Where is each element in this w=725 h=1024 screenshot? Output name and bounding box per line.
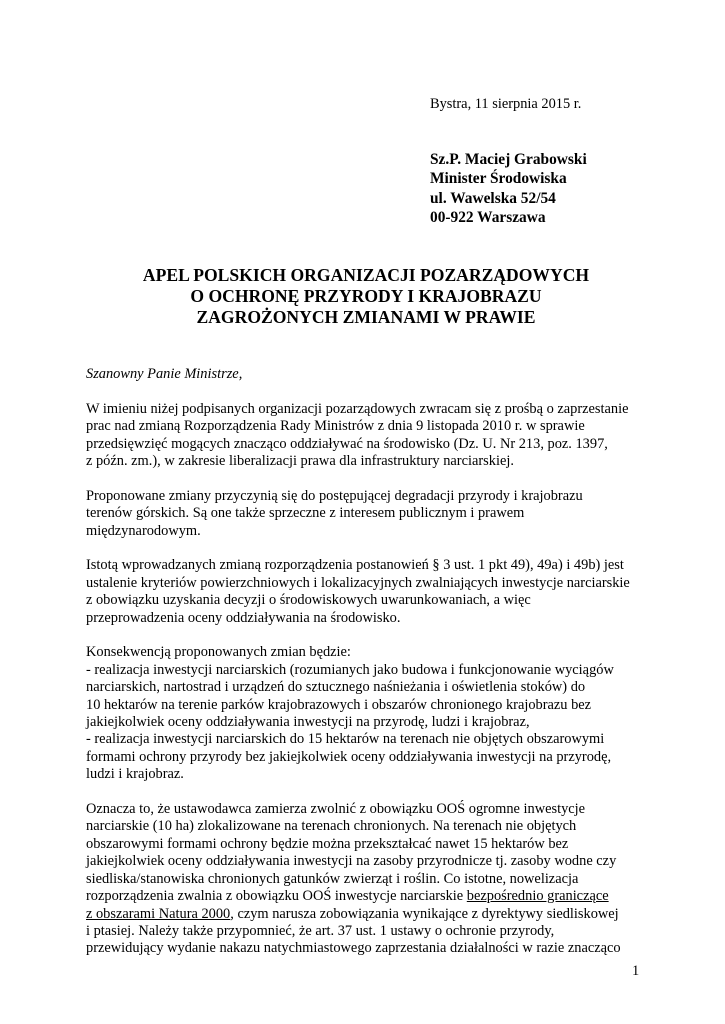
text-line: siedliska/stanowiska chronionych gatunków zwierząt i roślin. Co istotne, nowelizacja [86,870,579,887]
text-line: narciarskie (10 ha) zlokalizowane na terenach chronionych. Na terenach nie objętych [86,818,577,835]
addressee-position: Minister Środowiska [430,170,567,188]
letter-body [86,366,640,975]
underlined-text: bezpośrednio graniczące [466,888,609,905]
text-line: jakiejkolwiek oceny oddziaływania inwestycji na przyrodę, ludzi i krajobraz, [86,714,530,731]
text-line: obszarowymi formami ochrony będzie można przekształcać nawet 15 hektarów bez [86,835,569,852]
text-line: Konsekwencją proponowanych zmian będzie: [86,644,351,661]
text-line: formami ochrony przyrody bez jakiejkolwiek oceny oddziaływania inwestycji na przyrodę, [86,748,612,765]
text-line: prac nad zmianą Rozporządzenia Rady Ministrów z dnia 9 listopada 2010 r. w sprawie [86,418,585,435]
title-line: APEL POLSKICH ORGANIZACJI POZARZĄDOWYCH [142,265,590,285]
text-line: międzynarodowym. [86,522,201,539]
text-line: Proponowane zmiany przyczynią się do postępującej degradacji przyrody i krajobrazu [86,487,583,504]
text-line: - realizacja inwestycji narciarskich (rozumianych jako budowa i funkcjonowanie wyciągów [86,661,614,678]
text-line: i ptasiej. Należy także przypomnieć, że art. 37 ust. 1 ustawy o ochronie przyrody, [86,922,555,939]
text-line: przeprowadzenia oceny oddziaływania na środowisko. [86,609,401,626]
page-number: 1 [632,963,640,979]
text-line [86,906,640,923]
text-line: Oznacza to, że ustawodawca zamierza zwolnić z obowiązku OOŚ ogromne inwestycje [86,801,586,818]
underlined-text: z obszarami Natura 2000 [86,905,231,922]
addressee-block [430,150,587,228]
text-line: przedsięwzięć mogących znacząco oddziaływać na środowisko (Dz. U. Nr 213, poz. 1397, [86,435,608,452]
text-line [86,888,640,905]
addressee-city: 00-922 Warszawa [430,209,546,227]
text-line: z późn. zm.), w zakresie liberalizacji prawa dla infrastruktury narciarskiej. [86,453,514,470]
text-line: jakiejkolwiek oceny oddziaływania inwestycji na zasoby przyrodnicze tj. zasoby wodne czy [86,853,617,870]
text-line: W imieniu niżej podpisanych organizacji pozarządowych zwracam się z prośbą o zaprzestanie [86,400,629,417]
text-span: rozporządzenia zwalnia z obowiązku OOŚ inwestycje narciarskie [86,888,467,905]
text-line: 10 hektarów na terenie parków krajobrazowych i obszarów chronionego krajobrazu bez [86,696,592,713]
text-line: Istotą wprowadzanych zmianą rozporządzenia postanowień § 3 ust. 1 pkt 49), 49a) i 49b) jest [86,557,624,574]
addressee-name: Sz.P. Maciej Grabowski [430,151,587,168]
title-line: O OCHRONĘ PRZYRODY I KRAJOBRAZU [190,286,542,307]
text-line: ustalenie kryteriów powierzchniowych i lokalizacyjnych zwalniających inwestycje narciarskie [86,574,630,591]
text-line: z obowiązku uzyskania decyzji o środowiskowych uwarunkowaniach, a więc [86,592,531,609]
text-span: , czym narusza zobowiązania wynikające z dyrektywy siedliskowej [230,905,619,922]
addressee-street: ul. Wawelska 52/54 [430,189,556,207]
text-line: - realizacja inwestycji narciarskich do 15 hektarów na terenach nie objętych obszarowymi [86,731,605,748]
letter-title [86,265,646,329]
text-line: przewidujący wydanie nakazu natychmiastowego zaprzestania działalności w razie znacząco [86,940,621,957]
text-line: terenów górskich. Są one także sprzeczne z interesem publicznym i prawem [86,505,525,522]
text-line: ludzi i krajobraz. [86,766,184,783]
salutation: Szanowny Panie Ministrze, [86,366,243,382]
title-line: ZAGROŻONYCH ZMIANAMI W PRAWIE [196,307,536,328]
letter-date: Bystra, 11 sierpnia 2015 r. [430,96,582,112]
text-line: narciarskich, nartostrad i urządzeń do sztucznego naśnieżania i oświetlenia stoków) do [86,679,586,696]
